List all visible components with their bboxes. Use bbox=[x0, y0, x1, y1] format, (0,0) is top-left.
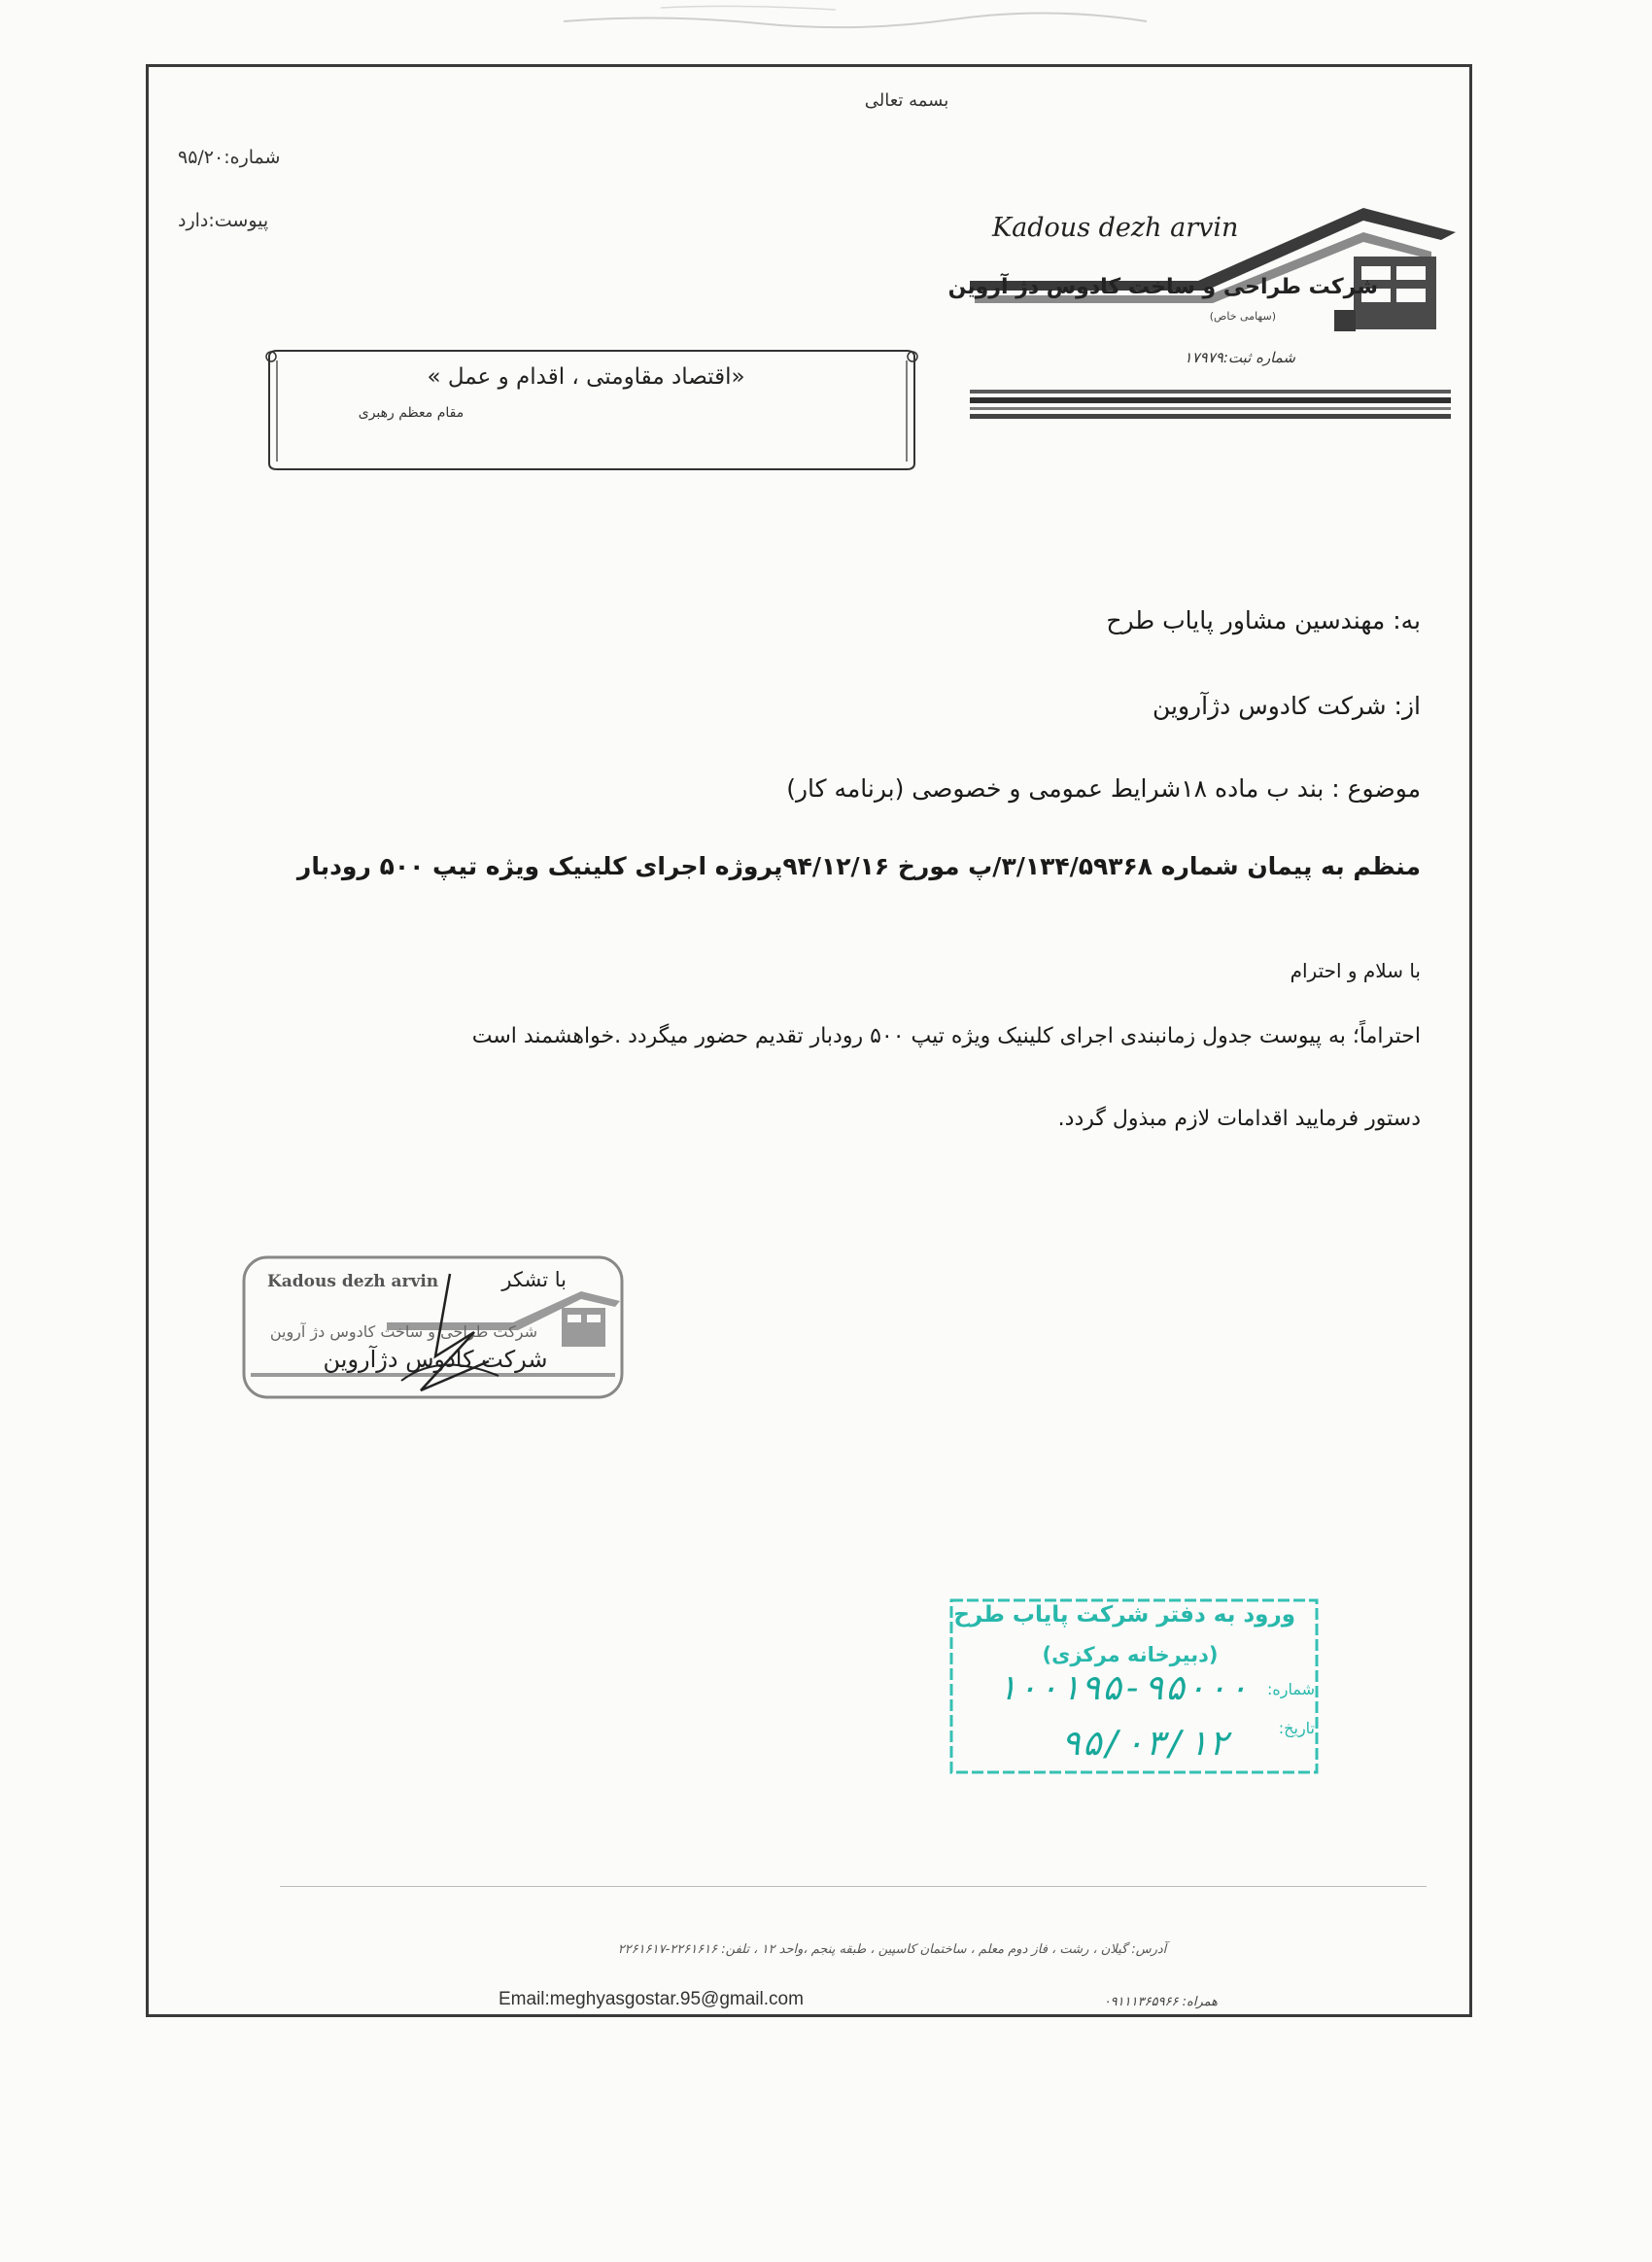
seal-persian-name: شرکت طراحی و ساخت کادوس دژ آروین bbox=[269, 1322, 537, 1341]
logo-registration: شماره ثبت:۱۷۹۷۹ bbox=[1184, 349, 1295, 366]
motto-source: مقام معظم رهبری bbox=[358, 405, 465, 421]
footer-address: آدرس: گیلان ، رشت ، فاز دوم معلم ، ساختمان کاسپین ، طبقه پنجم ،واحد ۱۲ ، تلفن: ۲۲۶۱۶۱۶-۲۲۶۱۶۱۷ bbox=[617, 1942, 1167, 1957]
recipient-line: به: مهندسین مشاور پایاب طرح bbox=[1106, 606, 1421, 634]
body-paragraph-line: احتراماً؛ به پیوست جدول زمانبندی اجرای کلینیک ویژه تیپ ۵۰۰ رودبار تقدیم حضور میگردد .خواهشمند است bbox=[471, 1024, 1421, 1048]
registration-stamp-subtitle: (دبیرخانه مرکزی) bbox=[1042, 1643, 1219, 1666]
seal-english-name: Kadous dezh arvin bbox=[267, 1272, 439, 1291]
body-paragraph-line: دستور فرمایید اقدامات لازم مبذول گردد. bbox=[1057, 1107, 1421, 1131]
greeting-line: با سلام و احترام bbox=[1290, 959, 1421, 982]
registration-number-label: شماره: bbox=[1266, 1680, 1315, 1698]
logo-english-name: Kadous dezh arvin bbox=[992, 213, 1239, 243]
scan-noise bbox=[544, 0, 1166, 39]
registration-number: ۱۰۰۱۹۵-۹۵۰۰۰ bbox=[995, 1668, 1250, 1708]
signatory-company: شرکت کادوس دژآروین bbox=[323, 1346, 548, 1373]
subject-line: موضوع : بند ب ماده ۱۸شرایط عمومی و خصوصی (برنامه کار) bbox=[786, 774, 1421, 803]
letter-number: شماره:۹۵/۲۰ bbox=[178, 147, 281, 168]
registration-date: ۹۵/۰۳/۱۲ bbox=[1060, 1724, 1229, 1764]
handwritten-signature bbox=[269, 1264, 557, 1420]
letter-sheet bbox=[146, 64, 1472, 2017]
registration-stamp-title: ورود به دفتر شرکت پایاب طرح bbox=[953, 1602, 1295, 1628]
footer-email: Email:meghyasgostar.95@gmail.com bbox=[499, 1989, 804, 2009]
footer-divider bbox=[280, 1886, 1427, 1971]
registration-date-label: تاریخ: bbox=[1278, 1719, 1315, 1737]
company-logo bbox=[947, 164, 1456, 436]
attachment-label: پیوست:دارد bbox=[178, 210, 269, 231]
contract-line: منظم به پیمان شماره ۳/۱۳۴/۵۹۳۶۸/پ مورخ ۹۴/۱۲/۱۶پروژه اجرای کلینیک ویژه تیپ ۵۰۰ رودبار bbox=[296, 852, 1421, 880]
logo-persian-name: شرکت طراحی و ساخت کادوس دژ آروین bbox=[947, 275, 1378, 299]
motto-text: «اقتصاد مقاومتی ، اقدام و عمل » bbox=[427, 364, 745, 390]
invocation-text: بسمه تعالی bbox=[864, 90, 949, 111]
sender-line: از: شرکت کادوس دژآروین bbox=[1152, 692, 1421, 720]
footer-mobile: همراه: ۰۹۱۱۱۳۶۵۹۶۶ bbox=[1103, 1995, 1218, 2009]
closing-thanks: با تشکر bbox=[501, 1268, 567, 1291]
logo-company-type: (سهامی خاص) bbox=[1209, 310, 1276, 323]
